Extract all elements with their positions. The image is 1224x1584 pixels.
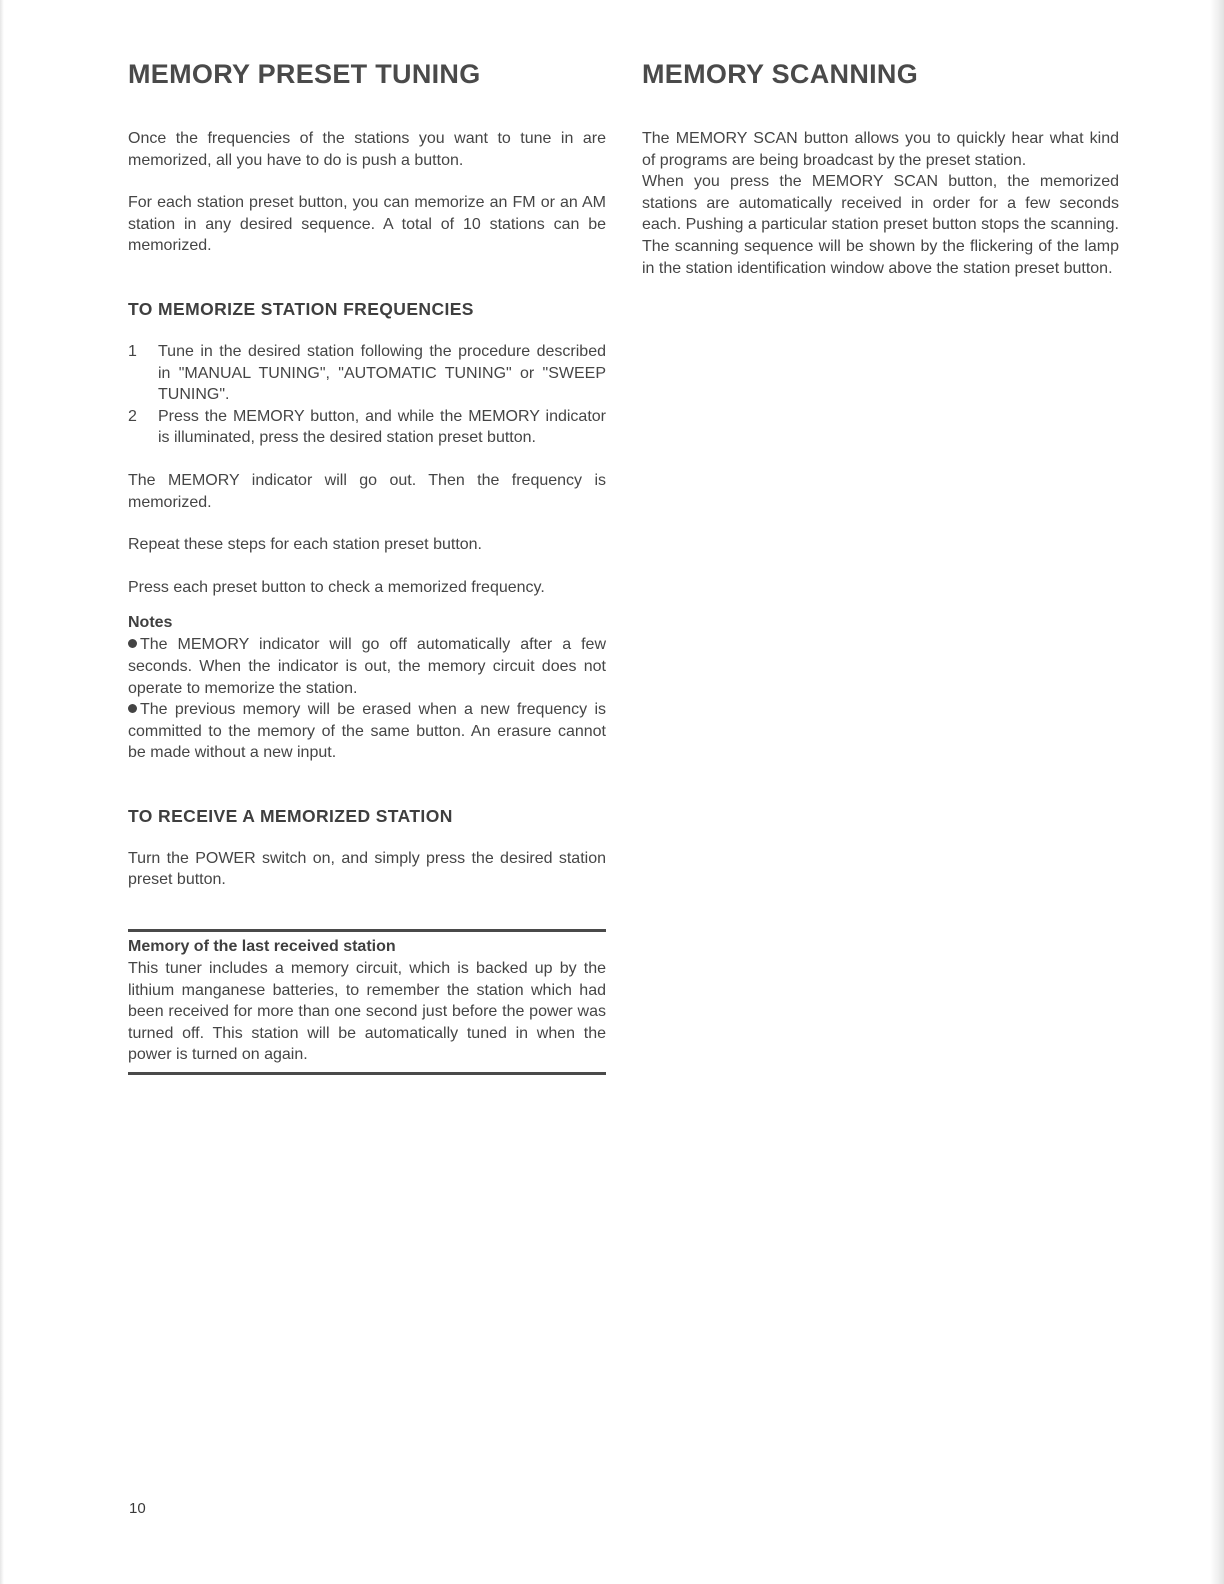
note-item [128,634,606,699]
note-text: The previous memory will be erased when a new frequency is committed to the memory of the same button. An erasure cannot be made without a new input. [128,701,606,762]
right-column [642,54,1119,279]
page-left-edge [0,0,4,1584]
step-number: 1 [128,342,137,360]
last-station-memory-text: This tuner includes a memory circuit, which is backed up by the lithium manganese batteries, to remember the station which had been received for more than one second just before the power was turned off. This station will be automatically tuned in when the power is turned on again. [128,960,606,1064]
memorized-result-paragraph: The MEMORY indicator will go out. Then the frequency is memorized. [128,471,606,511]
step-text: Press the MEMORY button, and while the MEMORY indicator is illuminated, press the desired station preset button. [158,407,606,447]
bullet-icon [128,704,137,713]
memory-scanning-title: MEMORY SCANNING [642,59,919,89]
memorize-steps-list [128,341,606,449]
intro-paragraph-1: Once the frequencies of the stations you want to tune in are memorized, all you have to do is push a button. [128,130,606,169]
note-text: The MEMORY indicator will go off automatically after a few seconds. When the indicator is out, the memory circuit does not operate to memorize the station. [128,636,606,697]
last-station-memory-title: Memory of the last received station [128,938,396,956]
receive-station-paragraph: Turn the POWER switch on, and simply press the desired station preset button. [128,849,606,889]
repeat-steps-paragraph: Repeat these steps for each station preset button. [128,536,482,554]
receive-station-heading: TO RECEIVE A MEMORIZED STATION [128,805,453,826]
page-number: 10 [129,1500,146,1517]
scan-paragraph-1: The MEMORY SCAN button allows you to quickly hear what kind of programs are being broadcast by the preset station. [642,130,1119,169]
intro-paragraph-2: For each station preset button, you can memorize an FM or an AM station in any desired sequence. A total of 10 stations can be memorized. [128,194,606,255]
page-right-edge [1210,0,1224,1584]
step-text: Tune in the desired station following the procedure described in "MANUAL TUNING", "AUTOMATIC TUNING" or "SWEEP TUNING". [158,342,606,404]
step-number: 2 [128,407,137,425]
step-item [128,406,606,449]
bullet-icon [128,639,137,648]
step-item [128,341,606,406]
memory-preset-tuning-title: MEMORY PRESET TUNING [128,59,481,89]
left-column [128,54,606,1075]
last-station-memory-box [128,929,606,1075]
memorize-frequencies-heading: TO MEMORIZE STATION FREQUENCIES [128,298,474,319]
notes-title: Notes [128,614,173,632]
note-item [128,699,606,764]
scan-paragraph-2: When you press the MEMORY SCAN button, the memorized stations are automatically received in order for a few seconds each. Pushing a particular station preset button stops the scanning. The scanning sequence will be shown by the flickering of the lamp in the station identification window above the station preset button. [642,173,1119,277]
check-frequency-paragraph: Press each preset button to check a memorized frequency. [128,578,545,596]
